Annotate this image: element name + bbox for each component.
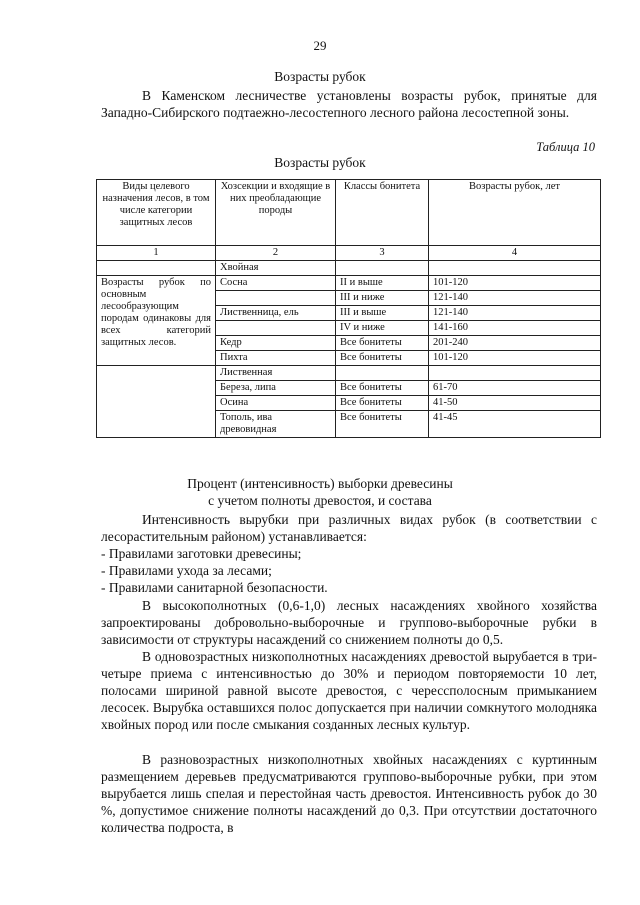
table-caption: Таблица 10 [536,140,595,154]
table-cell-bonitet: III и ниже [336,291,429,306]
column-number: 4 [429,246,601,261]
table-cell-bonitet: Все бонитеты [336,336,429,351]
table-cell-bonitet: Все бонитеты [336,396,429,411]
table-cell-empty [97,261,216,276]
table-cell-species: Тополь, ива древовидная [216,411,336,438]
table-cell-species: Кедр [216,336,336,351]
table-cell-age: 61-70 [429,381,601,396]
paragraph-uneven-aged: В разновозрастных низкополнотных хвойных насаждениях с куртинным размещением деревьев предусматриваются группово-выборочные рубки, при этом вырубается лишь спелая и перестойная часть древостоя. Интенсивность рубок до 30 %, допустимое снижение полноты насаждений до 0,3. При отсутствии достаточного количества подроста, в [101,752,597,835]
table-cell-bonitet [336,261,429,276]
table-cell-age: 101-120 [429,351,601,366]
table-cell-species: Осина [216,396,336,411]
table-cell-age: 141-160 [429,321,601,336]
header-bonitet: Классы бонитета [336,180,429,246]
table-cell-species [216,321,336,336]
cutting-ages-table [96,179,601,438]
section-heading-cutting-ages: Возрасты рубок [274,69,366,84]
table-cell-bonitet: Все бонитеты [336,381,429,396]
table-cell-species: Пихта [216,351,336,366]
table-cell-age [429,261,601,276]
table-cell-age: 121-140 [429,291,601,306]
column-number: 2 [216,246,336,261]
table-cell-species: Лиственница, ель [216,306,336,321]
paragraph-high-density: В высокополнотных (0,6-1,0) лесных насаждениях хвойного хозяйства запроектированы добровольно-выборочные и группово-выборочные рубки в зависимости от структуры насаждений со снижением полноты до 0,5. [101,598,597,647]
table-cell-empty [97,366,216,438]
table-cell-bonitet: II и выше [336,276,429,291]
list-item: - Правилами санитарной безопасности. [101,580,328,595]
table-cell-age: 41-50 [429,396,601,411]
header-purpose: Виды целевого назначения лесов, в том числе категории защитных лесов [97,180,216,246]
section-subheading-intensity: с учетом полноты древостоя, и состава [208,493,432,508]
table-cell-bonitet: IV и ниже [336,321,429,336]
header-age: Возрасты рубок, лет [429,180,601,246]
table-cell-bonitet: Все бонитеты [336,411,429,438]
intro-paragraph: В Каменском лесничестве установлены возрасты рубок, принятые для Западно-Сибирского подтаежно-лесостепного лесного района лесостепной зоны. [101,88,597,120]
table-title: Возрасты рубок [274,155,366,170]
list-item: - Правилами ухода за лесами; [101,563,272,578]
table-cell-purpose: Возрасты рубок по основным лесообразующим породам одинаковы для всех категорий защитных лесов. [97,276,216,366]
table-cell-species: Лиственная [216,366,336,381]
paragraph-even-aged: В одновозрастных низкополнотных насаждениях древостой вырубается в три-четыре приема с интенсивностью до 30% и периодом повторяемости 10 лет, полосами шириной равной высоте древостоя, с черессполосным примыканием лесосек. Вырубка оставшихся полос допускается при наличии сомкнутого молодняка хвойных пород или после смыкания созданных лесных культур. [101,649,597,732]
table-cell-age [429,366,601,381]
table-cell-age: 41-45 [429,411,601,438]
table-cell-age: 101-120 [429,276,601,291]
table-cell-age: 201-240 [429,336,601,351]
table-cell-species: Хвойная [216,261,336,276]
table-cell-species: Сосна [216,276,336,291]
table-cell-bonitet [336,366,429,381]
table-cell-species [216,291,336,306]
table-cell-bonitet: III и выше [336,306,429,321]
list-item: - Правилами заготовки древесины; [101,546,302,561]
header-sections: Хозсекции и входящие в них преобладающие породы [216,180,336,246]
table-cell-species: Береза, липа [216,381,336,396]
page-number: 29 [313,38,327,53]
section-heading-intensity: Процент (интенсивность) выборки древесины [187,476,453,491]
column-number: 3 [336,246,429,261]
table-cell-age: 121-140 [429,306,601,321]
paragraph-intensity-rules: Интенсивность вырубки при различных видах рубок (в соответствии с лесорастительным районом) устанавливается: [101,512,597,544]
table-cell-bonitet: Все бонитеты [336,351,429,366]
column-number: 1 [97,246,216,261]
